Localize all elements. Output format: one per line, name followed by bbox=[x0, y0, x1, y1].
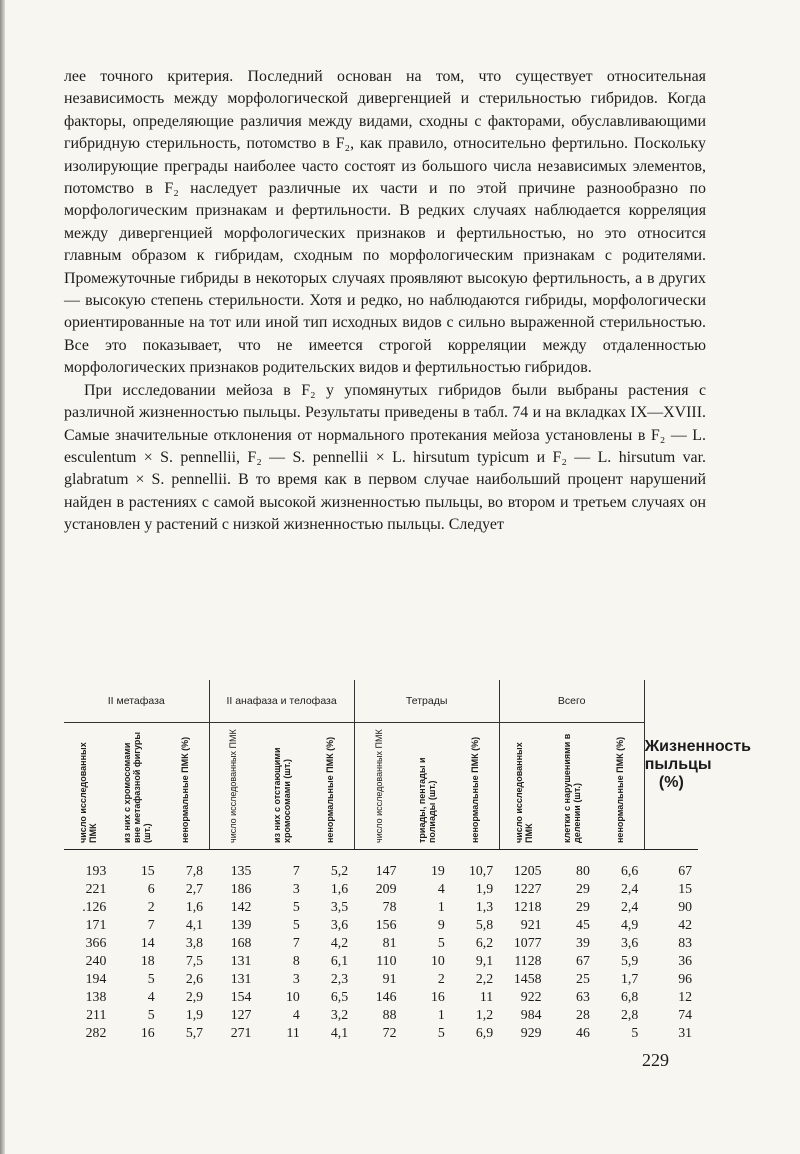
table-cell: 6,2 bbox=[475, 935, 494, 950]
table-cell: 2,2 bbox=[475, 971, 494, 986]
table-cell: 5 bbox=[292, 917, 300, 932]
table-cell: 1,9 bbox=[185, 1007, 204, 1022]
table-body bbox=[64, 850, 698, 1043]
table-cell: 6,5 bbox=[330, 989, 349, 1004]
table-cell: 138 bbox=[85, 989, 107, 1004]
table-cell: 5,7 bbox=[185, 1025, 204, 1040]
table-cell: 2,7 bbox=[185, 881, 204, 896]
table-cell: 1227 bbox=[513, 881, 542, 896]
table-cell: 8 bbox=[292, 953, 300, 968]
table-cell: 5 bbox=[437, 935, 445, 950]
table-cell: 221 bbox=[85, 881, 107, 896]
table-cell: 16 bbox=[431, 989, 445, 1004]
table-cell: 1,3 bbox=[475, 899, 494, 914]
table-cell: 14 bbox=[140, 935, 155, 950]
table-cell: 5 bbox=[147, 1007, 155, 1022]
table-cell: 7 bbox=[147, 917, 155, 932]
table-cell: 282 bbox=[85, 1025, 107, 1040]
table-cell: 3,5 bbox=[330, 899, 349, 914]
table-cell: 147 bbox=[375, 863, 397, 878]
paragraph-1: лее точного критерия. Последний основан на том, что существует относительная независимость между морфологической дивергенцией и стерильностью гибридов. Когда факторы, определяющие различия между видами, сходны с факторами, обуславливающими гибридную стерильность, потомство в F₂, как правило, относительно фертильно. Поскольку изолирующие преграды наиболее часто состоят из большого числа независимых элементов, потомство в F₂ наследует различные их части и по этой причине разнообразно по морфологическим признакам и фертильности. В редких случаях наблюдается корреляция между дивергенцией морфологических признаков и фертильностью, но это относится главным образом к гибридам, сходным по морфологическим признакам с родителями. Промежуточные гибриды в некоторых случаях проявляют высокую фертильность, а в других — высокую степень стерильности. Хотя и редко, но наблюдаются гибриды, морфологически ориентированные на тот или иной тип исходных видов с сильно выраженной стерильностью. Все это показывает, что не имеется строгой корреляции между отдаленностью морфологических признаков родительских видов и фертильностью гибридов. bbox=[64, 68, 706, 377]
table-cell: 88 bbox=[382, 1007, 397, 1022]
table-cell: 15 bbox=[678, 881, 692, 896]
table-row bbox=[64, 934, 698, 952]
table-cell: 211 bbox=[86, 1007, 107, 1022]
table-cell: 80 bbox=[576, 863, 590, 878]
column-header: триады, пентады и полиады (шт.) bbox=[402, 723, 450, 850]
table-cell: 131 bbox=[230, 971, 252, 986]
table-cell: 1 bbox=[437, 899, 445, 914]
table-cell: 2,4 bbox=[620, 899, 639, 914]
table-cell: 83 bbox=[678, 935, 692, 950]
table-cell: 4,1 bbox=[185, 917, 204, 932]
table-cell: 171 bbox=[85, 917, 107, 932]
table-cell: 2,4 bbox=[620, 881, 639, 896]
column-header: число исследованных ПМК bbox=[209, 723, 257, 850]
table-cell: 5,2 bbox=[330, 863, 349, 878]
table-cell: 146 bbox=[375, 989, 397, 1004]
table-cell: 4 bbox=[292, 1007, 300, 1022]
table-cell: 9,1 bbox=[475, 953, 494, 968]
table-row bbox=[64, 952, 698, 970]
table-cell: 5,8 bbox=[475, 917, 494, 932]
table-cell: 3 bbox=[292, 971, 300, 986]
table-cell: 4 bbox=[147, 989, 155, 1004]
table-cell: 2,9 bbox=[185, 989, 204, 1004]
column-header: число исследованных ПМК bbox=[499, 723, 547, 850]
table-cell: 142 bbox=[230, 899, 252, 914]
table-cell: 2,8 bbox=[620, 1007, 639, 1022]
table-cell: 2,6 bbox=[185, 971, 204, 986]
table-cell: 5 bbox=[631, 1025, 639, 1040]
table-cell: 4,9 bbox=[620, 917, 639, 932]
table-cell: 72 bbox=[382, 1025, 397, 1040]
column-header: из них с отстающими хромосомами (шт.) bbox=[257, 723, 305, 850]
table-cell: 193 bbox=[85, 863, 107, 878]
table-cell: 10 bbox=[285, 989, 300, 1004]
column-header: ненормальные ПМК (%) bbox=[306, 723, 354, 850]
group-header-metaphase: II метафаза bbox=[64, 680, 209, 723]
table-row bbox=[64, 988, 698, 1006]
table-cell: 168 bbox=[230, 935, 252, 950]
table-cell: 929 bbox=[520, 1025, 542, 1040]
table-cell: 127 bbox=[230, 1007, 252, 1022]
table-row bbox=[64, 970, 698, 988]
paragraph-2: При исследовании мейоза в F₂ у упомянутых гибридов были выбраны растения с различной жизненностью пыльцы. Результаты приведены в табл. 74 и на вкладках IX—XVIII. Самые значительные отклонения от нормального протекания мейоза установлены в F₂ — L. esculentum × S. pennellii, F₂ — S. pennellii × L. hirsutum typicum и F₂ — L. hirsutum var. glabratum × S. pennellii. В то время как в первом случае наибольший процент нарушений найден в растениях с самой высокой жизненностью пыльцы, во втором и третьем случаях он установлен у растений с низкой жизненностью пыльцы. Следует bbox=[64, 381, 706, 534]
table-row bbox=[64, 898, 698, 916]
table-cell: 1 bbox=[437, 1007, 445, 1022]
table-cell: 42 bbox=[678, 917, 692, 932]
table-cell: 135 bbox=[230, 863, 252, 878]
table-cell: 74 bbox=[678, 1007, 692, 1022]
table-cell: 139 bbox=[230, 917, 252, 932]
table-cell: 1218 bbox=[513, 899, 542, 914]
table-cell: 1205 bbox=[513, 863, 542, 878]
column-header: число исследованных ПМК bbox=[354, 723, 402, 850]
table-cell: 11 bbox=[479, 989, 494, 1004]
table-cell: 46 bbox=[576, 1025, 590, 1040]
table-cell: 1,9 bbox=[475, 881, 494, 896]
table-cell: 921 bbox=[520, 917, 542, 932]
table-cell: 67 bbox=[678, 863, 692, 878]
table-cell: 1,7 bbox=[620, 971, 639, 986]
table-cell: 18 bbox=[140, 953, 155, 968]
group-header-total: Всего bbox=[499, 680, 644, 723]
table-cell: 15 bbox=[140, 863, 155, 878]
column-header: число исследованных ПМК bbox=[64, 723, 112, 850]
table-row bbox=[64, 1024, 698, 1042]
table-cell: 131 bbox=[230, 953, 252, 968]
table-row bbox=[64, 862, 698, 880]
table-cell: 7 bbox=[292, 935, 300, 950]
table-cell: 12 bbox=[678, 989, 692, 1004]
table-cell: 7,5 bbox=[185, 953, 204, 968]
table-cell: 81 bbox=[382, 935, 397, 950]
table-cell: 194 bbox=[85, 971, 107, 986]
column-header: ненормальные ПМК (%) bbox=[596, 723, 644, 850]
table-cell: 10,7 bbox=[469, 863, 494, 878]
table-cell: 1,6 bbox=[330, 881, 349, 896]
group-header-anaphase: II анафаза и телофаза bbox=[209, 680, 354, 723]
table-cell: 3,6 bbox=[620, 935, 639, 950]
table-cell: 91 bbox=[382, 971, 397, 986]
table-cell: 16 bbox=[140, 1025, 155, 1040]
table-cell: 25 bbox=[576, 971, 590, 986]
table-cell: 67 bbox=[576, 953, 590, 968]
table-cell: 5 bbox=[292, 899, 300, 914]
page-edge-shadow bbox=[0, 0, 5, 1154]
page-number: 229 bbox=[642, 1050, 669, 1070]
table-cell: 6 bbox=[147, 881, 155, 896]
table-cell: 7 bbox=[292, 863, 300, 878]
table-row bbox=[64, 880, 698, 898]
table-cell: 1128 bbox=[514, 953, 542, 968]
table-cell: 2 bbox=[147, 899, 155, 914]
table-cell: 45 bbox=[576, 917, 590, 932]
table-cell: 1458 bbox=[513, 971, 542, 986]
table-cell: 366 bbox=[85, 935, 107, 950]
table-cell: 5,9 bbox=[620, 953, 639, 968]
column-header: клетки с нарушениями в делении (шт.) bbox=[548, 723, 596, 850]
body-text bbox=[64, 66, 706, 537]
column-header: ненормальные ПМК (%) bbox=[161, 723, 209, 850]
table-cell: 78 bbox=[382, 899, 397, 914]
column-header: из них с хромосомами вне метафазной фигуры (шт.) bbox=[112, 723, 160, 850]
table-cell: 29 bbox=[576, 899, 590, 914]
meiosis-table bbox=[64, 680, 751, 1042]
table-cell: 19 bbox=[431, 863, 445, 878]
table-cell: 110 bbox=[376, 953, 397, 968]
table-cell: 9 bbox=[437, 917, 445, 932]
group-header-tetrads: Тетрады bbox=[354, 680, 499, 723]
table-cell: 3 bbox=[292, 881, 300, 896]
table-cell: 6,6 bbox=[620, 863, 639, 878]
table-cell: 63 bbox=[576, 989, 590, 1004]
table-cell: 11 bbox=[286, 1025, 300, 1040]
table-cell: 186 bbox=[230, 881, 252, 896]
table-cell: 6,9 bbox=[475, 1025, 494, 1040]
table-row bbox=[64, 916, 698, 934]
table-cell: 154 bbox=[230, 989, 252, 1004]
table-cell: .126 bbox=[82, 899, 107, 914]
table-cell: 2,3 bbox=[330, 971, 349, 986]
table-cell: 5 bbox=[147, 971, 155, 986]
table-cell: 3,8 bbox=[185, 935, 204, 950]
column-header: ненормальные ПМК (%) bbox=[451, 723, 499, 850]
table-cell: 5 bbox=[437, 1025, 445, 1040]
table-cell: 922 bbox=[520, 989, 542, 1004]
table-cell: 7,8 bbox=[185, 863, 204, 878]
table-cell: 209 bbox=[375, 881, 397, 896]
column-header-pollen-viability: Жизненность пыльцы (%) bbox=[644, 680, 698, 850]
table-cell: 984 bbox=[520, 1007, 542, 1022]
table-cell: 1,6 bbox=[185, 899, 204, 914]
table-cell: 36 bbox=[678, 953, 692, 968]
table-cell: 1,2 bbox=[475, 1007, 494, 1022]
table-cell: 29 bbox=[576, 881, 590, 896]
table-cell: 1077 bbox=[513, 935, 542, 950]
table-cell: 271 bbox=[230, 1025, 252, 1040]
table-cell: 240 bbox=[85, 953, 107, 968]
table-row bbox=[64, 1006, 698, 1024]
table-cell: 4,2 bbox=[330, 935, 349, 950]
table-cell: 3,2 bbox=[330, 1007, 349, 1022]
table-cell: 4 bbox=[437, 881, 445, 896]
table-cell: 156 bbox=[375, 917, 397, 932]
table-cell: 4,1 bbox=[330, 1025, 349, 1040]
table-cell: 39 bbox=[576, 935, 590, 950]
table-cell: 28 bbox=[576, 1007, 590, 1022]
table-cell: 6,8 bbox=[620, 989, 639, 1004]
table-cell: 6,1 bbox=[330, 953, 349, 968]
table-cell: 2 bbox=[437, 971, 445, 986]
table-cell: 3,6 bbox=[330, 917, 349, 932]
table-cell: 10 bbox=[431, 953, 445, 968]
table-cell: 96 bbox=[678, 971, 692, 986]
table-cell: 31 bbox=[678, 1025, 692, 1040]
table-cell: 90 bbox=[678, 899, 692, 914]
